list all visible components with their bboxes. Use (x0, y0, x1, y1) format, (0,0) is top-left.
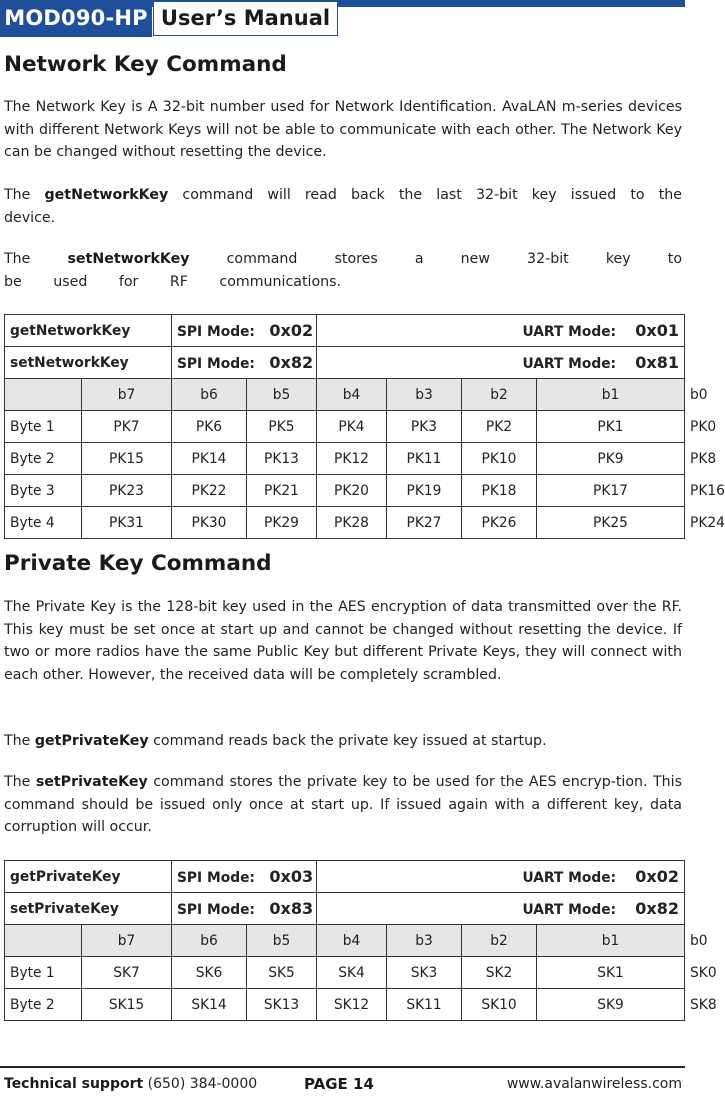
table-row: Byte 2 PK15 PK14 PK13 PK12 PK11 PK10 PK9 PK8 (5, 443, 685, 475)
bit-header: b6 (172, 379, 247, 411)
bit-header: b5 (247, 379, 317, 411)
bit-cell: PK13 (247, 443, 317, 475)
footer-support (4, 1076, 257, 1092)
bit-cell: SK7 (82, 957, 172, 989)
bit-cell: PK28 (317, 507, 387, 539)
spi-mode-label: SPI Mode: 0x83 (172, 893, 317, 925)
support-phone: (650) 384-0000 (143, 1076, 258, 1092)
bit-cell: SK14 (172, 989, 247, 1021)
bit-cell: SK2 (462, 957, 537, 989)
bit-cell: PK26 (462, 507, 537, 539)
bit-cell: PK19 (387, 475, 462, 507)
uart-mode-label: UART Mode: 0x01 (317, 315, 685, 347)
bit-cell: PK27 (387, 507, 462, 539)
spi-mode-label: SPI Mode: 0x03 (172, 861, 317, 893)
private-key-intro: The Private Key is the 128-bit key used in the AES encryption of data transmitted over the RF. This key must be set once at start up and cannot be changed without resetting the device. If two or more radios have the same Public Key but different Private Keys, they will connect with each other. However, the received data will be completely scrambled. (4, 599, 682, 683)
get-private-key-desc: The getPrivateKey command reads back the private key issued at startup. (4, 733, 547, 749)
bit-cell: SK4 (317, 957, 387, 989)
table-row: Byte 2 SK15 SK14 SK13 SK12 SK11 SK10 SK9 SK8 (5, 989, 685, 1021)
bit-cell: PK30 (172, 507, 247, 539)
spi-mode-value: 0x02 (269, 321, 314, 340)
byte-label: Byte 3 (5, 475, 82, 507)
set-private-key-cmd: setPrivateKey (35, 774, 148, 790)
command-name: getPrivateKey (5, 861, 172, 893)
get-private-key-cmd: getPrivateKey (34, 733, 149, 749)
bit-header: b4 (317, 379, 387, 411)
uart-mode-label: UART Mode: 0x82 (317, 893, 685, 925)
bit-header: b7 (82, 379, 172, 411)
bit-cell: PK3 (387, 411, 462, 443)
bit-header: b1 (537, 925, 685, 957)
bit-cell: PK23 (82, 475, 172, 507)
private-key-table (4, 860, 717, 1021)
byte-label: Byte 1 (5, 411, 82, 443)
command-name: setNetworkKey (5, 347, 172, 379)
bit-cell: PK29 (247, 507, 317, 539)
bit-header: b2 (462, 925, 537, 957)
byte-label: Byte 2 (5, 443, 82, 475)
uart-mode-value: 0x01 (635, 321, 680, 340)
uart-mode-label: UART Mode: 0x81 (317, 347, 685, 379)
uart-mode-value: 0x82 (635, 899, 680, 918)
uart-mode-label: UART Mode: 0x02 (317, 861, 685, 893)
bit-cell: SK13 (247, 989, 317, 1021)
bit-cell: PK10 (462, 443, 537, 475)
bit-header: b7 (82, 925, 172, 957)
table-row (5, 861, 685, 893)
bit-cell: PK11 (387, 443, 462, 475)
bit-cell: PK14 (172, 443, 247, 475)
set-network-key-cmd: setNetworkKey (67, 251, 190, 267)
network-key-table (4, 314, 725, 539)
bit-cell: SK15 (82, 989, 172, 1021)
spi-mode-label: SPI Mode: 0x02 (172, 315, 317, 347)
bit-cell: SK1 (537, 957, 685, 989)
bit-header: b6 (172, 925, 247, 957)
bit-header-blank (5, 379, 82, 411)
byte-label: Byte 4 (5, 507, 82, 539)
table-row (5, 347, 685, 379)
bit-header: b4 (317, 925, 387, 957)
set-private-key-desc: The setPrivateKey command stores the private key to be used for the AES encryp-tion. This command should be issued only once at start up. If issued again with a different key, data corruption will occur. (4, 774, 682, 835)
network-key-title: Network Key Command (4, 52, 287, 77)
bit-header-blank (5, 925, 82, 957)
bit-cell: SK11 (387, 989, 462, 1021)
bit-cell: PK9 (537, 443, 685, 475)
uart-mode-value: 0x02 (635, 867, 680, 886)
bit-cell: PK20 (317, 475, 387, 507)
bit-cell: PK1 (537, 411, 685, 443)
bit-cell: PK4 (317, 411, 387, 443)
command-name: setPrivateKey (5, 893, 172, 925)
byte-label: Byte 2 (5, 989, 82, 1021)
bit-header: b3 (387, 925, 462, 957)
bit-header: b5 (247, 925, 317, 957)
network-key-intro: The Network Key is A 32-bit number used for Network Identification. AvaLAN m-series devices with different Network Keys will not be able to communicate with each other. The Network Key can be changed without resetting the device. (4, 99, 682, 160)
bit-cell: PK21 (247, 475, 317, 507)
bit-cell: PK22 (172, 475, 247, 507)
bit-cell: PK12 (317, 443, 387, 475)
footer-divider (0, 1066, 685, 1068)
table-row: Byte 1 PK7 PK6 PK5 PK4 PK3 PK2 PK1 PK0 (5, 411, 685, 443)
byte-label: Byte 1 (5, 957, 82, 989)
bit-cell: PK5 (247, 411, 317, 443)
table-row (5, 893, 685, 925)
private-key-title: Private Key Command (4, 551, 272, 576)
bit-header: b1 (537, 379, 685, 411)
bit-cell: SK6 (172, 957, 247, 989)
bit-cell: PK25 (537, 507, 685, 539)
table-row: Byte 4 PK31 PK30 PK29 PK28 PK27 PK26 PK25 PK24 (5, 507, 685, 539)
footer-url: www.avalanwireless.com (506, 1076, 682, 1092)
bit-cell: PK6 (172, 411, 247, 443)
get-network-key-desc: The getNetworkKey command will read back the last 32-bit key issued to the device. (4, 187, 682, 226)
bit-cell: PK17 (537, 475, 685, 507)
bit-cell: SK9 (537, 989, 685, 1021)
spi-mode-label: SPI Mode: 0x82 (172, 347, 317, 379)
bit-cell: PK15 (82, 443, 172, 475)
spi-mode-value: 0x82 (269, 353, 314, 372)
model-tab: MOD090-HP (0, 0, 152, 37)
manual-tab: User’s Manual (153, 2, 338, 36)
bit-cell: PK2 (462, 411, 537, 443)
bit-header: b2 (462, 379, 537, 411)
bit-cell: PK31 (82, 507, 172, 539)
table-row: Byte 1 SK7 SK6 SK5 SK4 SK3 SK2 SK1 SK0 (5, 957, 685, 989)
bit-cell: SK3 (387, 957, 462, 989)
page-header (0, 0, 685, 38)
set-network-key-desc: The setNetworkKey command stores a new 32-bit key to be used for RF communications. (4, 251, 682, 290)
bit-cell: SK10 (462, 989, 537, 1021)
table-row (5, 315, 685, 347)
bit-cell: PK7 (82, 411, 172, 443)
bit-cell: PK18 (462, 475, 537, 507)
table-row: Byte 3 PK23 PK22 PK21 PK20 PK19 PK18 PK17 PK16 (5, 475, 685, 507)
bit-cell: SK12 (317, 989, 387, 1021)
support-label: Technical support (4, 1076, 144, 1092)
bit-header-row: b7 b6 b5 b4 b3 b2 b1 b0 (5, 925, 685, 957)
bit-header-row: b7 b6 b5 b4 b3 b2 b1 b0 (5, 379, 685, 411)
spi-mode-value: 0x83 (269, 899, 314, 918)
bit-header: b3 (387, 379, 462, 411)
get-network-key-cmd: getNetworkKey (44, 187, 169, 203)
bit-cell: SK5 (247, 957, 317, 989)
command-name: getNetworkKey (5, 315, 172, 347)
uart-mode-value: 0x81 (635, 353, 680, 372)
page-number: PAGE 14 (304, 1075, 374, 1093)
spi-mode-value: 0x03 (269, 867, 314, 886)
